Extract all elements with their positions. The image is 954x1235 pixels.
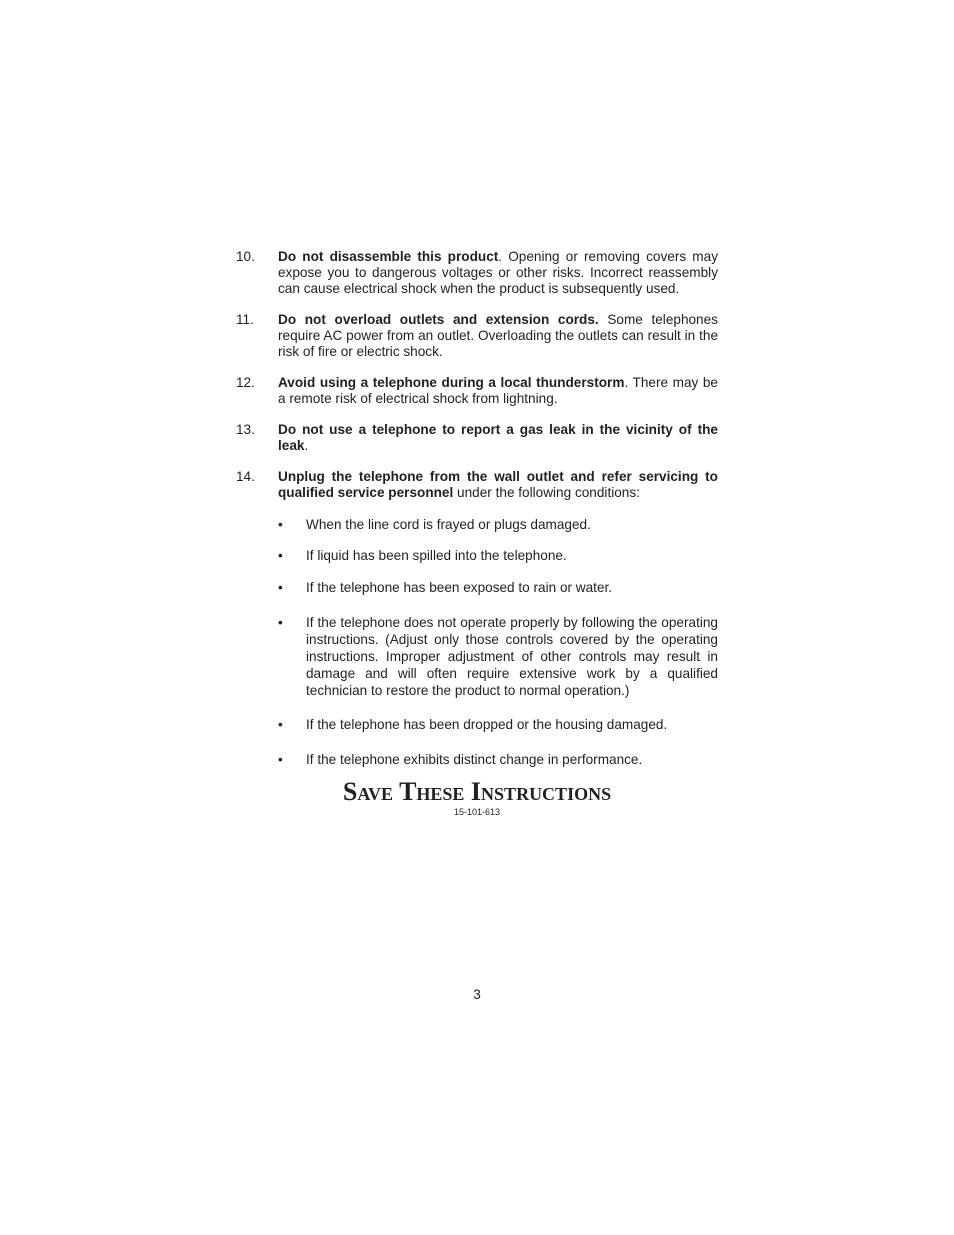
item-number: 12. bbox=[236, 375, 255, 390]
item-heading: Unplug the telephone from the wall outlet and refer servicing to qualified service personnel bbox=[278, 469, 718, 500]
bullet-icon: • bbox=[278, 752, 283, 767]
list-item bbox=[278, 547, 718, 564]
bullet-icon: • bbox=[278, 580, 283, 595]
instruction-item-11 bbox=[236, 312, 718, 360]
conditions-list bbox=[278, 516, 718, 768]
list-item-text: When the line cord is frayed or plugs damaged. bbox=[306, 517, 591, 532]
item-text: Some telephones require AC power from an outlet. Overloading the outlets can result in the risk of fire or electric shock. bbox=[278, 312, 718, 359]
list-item bbox=[278, 716, 718, 733]
instruction-item-12 bbox=[236, 375, 718, 407]
item-text: . There may be a remote risk of electrical shock from lightning. bbox=[278, 375, 718, 406]
item-heading: Do not overload outlets and extension cords. bbox=[278, 312, 599, 327]
instruction-item-13 bbox=[236, 422, 718, 454]
list-item-text: If liquid has been spilled into the telephone. bbox=[306, 548, 567, 563]
list-item-text: If the telephone does not operate properly by following the operating instructions. (Adjust only those controls covered by the operating instructions. Improper adjustment of other controls may result in damage and will often require extensive work by a qualified technician to restore the product to normal operation.) bbox=[306, 615, 718, 698]
bullet-icon: • bbox=[278, 615, 283, 630]
list-item bbox=[278, 751, 718, 768]
item-number: 13. bbox=[236, 422, 255, 437]
list-item bbox=[278, 579, 718, 596]
safety-instructions bbox=[236, 249, 718, 768]
item-text: under the following conditions: bbox=[453, 485, 640, 500]
item-number: 11. bbox=[236, 312, 254, 327]
bullet-icon: • bbox=[278, 717, 283, 732]
instruction-item-10 bbox=[236, 249, 718, 297]
save-instructions-heading: Save These Instructions bbox=[342, 777, 612, 806]
list-item-text: If the telephone exhibits distinct change in performance. bbox=[306, 752, 643, 767]
item-text: . bbox=[304, 438, 309, 453]
item-heading: Avoid using a telephone during a local thunderstorm bbox=[278, 375, 625, 390]
bullet-icon: • bbox=[278, 548, 283, 563]
bullet-icon: • bbox=[278, 517, 283, 532]
instruction-item-14 bbox=[236, 469, 718, 501]
list-item bbox=[278, 516, 718, 533]
item-number: 14. bbox=[236, 469, 255, 484]
item-text: . Opening or removing covers may expose you to dangerous voltages or other risks. Incorrect reassembly can cause electrical shock when the product is subsequently used. bbox=[278, 249, 718, 296]
item-number: 10. bbox=[236, 249, 255, 264]
list-item-text: If the telephone has been exposed to rain or water. bbox=[306, 580, 613, 595]
item-heading: Do not disassemble this product bbox=[278, 249, 499, 264]
list-item bbox=[278, 614, 718, 699]
item-heading: Do not use a telephone to report a gas leak in the vicinity of the leak bbox=[278, 422, 718, 453]
page-number: 3 bbox=[473, 987, 481, 1002]
list-item-text: If the telephone has been dropped or the housing damaged. bbox=[306, 717, 668, 732]
document-code: 15-101-613 bbox=[453, 807, 501, 817]
